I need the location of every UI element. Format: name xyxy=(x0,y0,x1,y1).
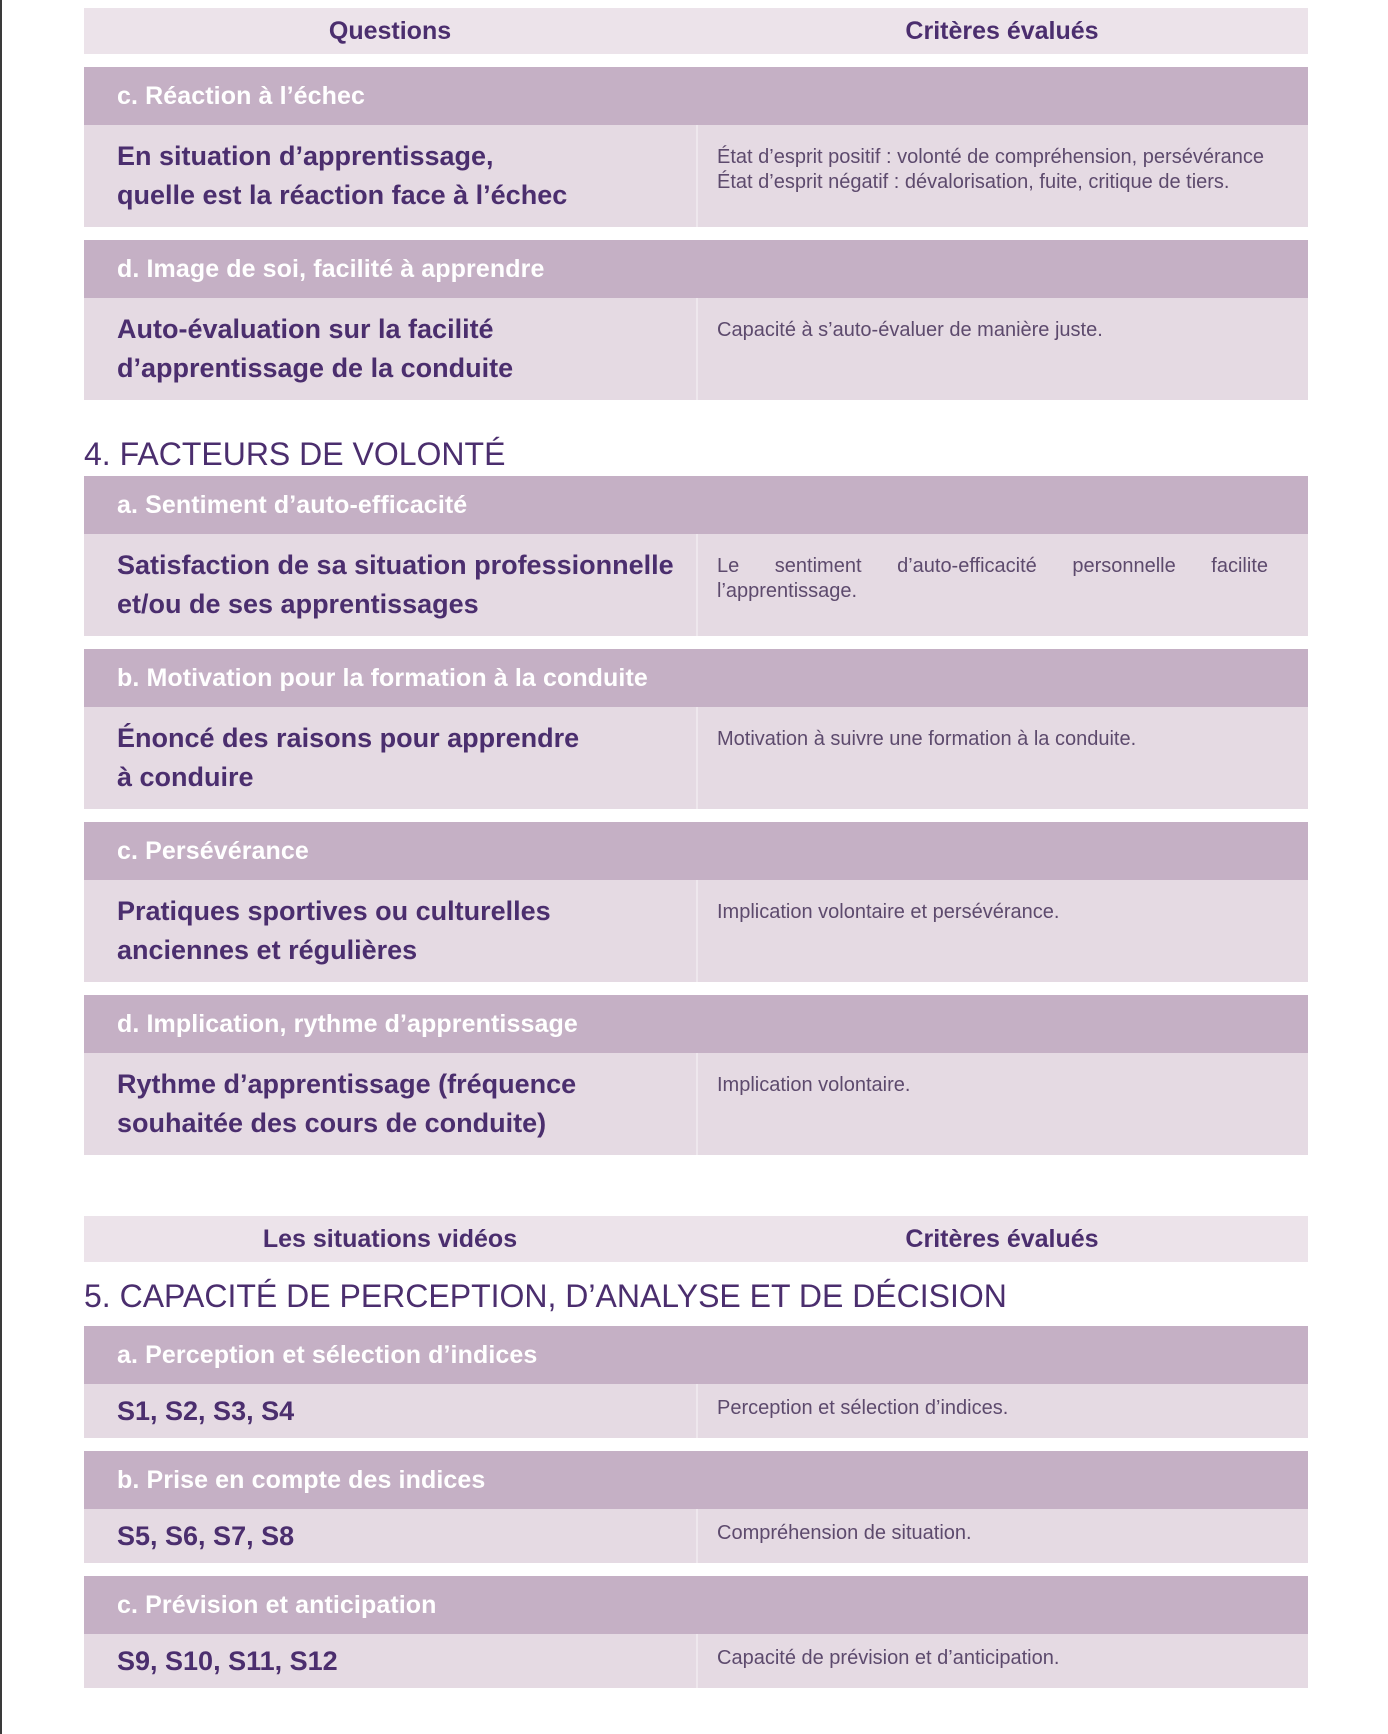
criteria-text: Implication volontaire. xyxy=(717,1074,911,1096)
subsection-heading: b. Prise en compte des indices xyxy=(84,1451,1308,1509)
table-row xyxy=(84,1384,1308,1438)
table-row xyxy=(84,125,1308,227)
subsection-heading: c. Persévérance xyxy=(84,822,1308,880)
question-cell xyxy=(84,1053,698,1155)
page-edge-rule xyxy=(0,0,2,1734)
criterion-block xyxy=(84,822,1308,982)
question-line: anciennes et régulières xyxy=(117,935,418,965)
criterion-block xyxy=(84,995,1308,1155)
table-row xyxy=(84,1634,1308,1688)
criteria-text: Motivation à suivre une formation à la conduite. xyxy=(717,728,1137,750)
question-line: Satisfaction de sa situation professionnelle xyxy=(117,550,674,580)
criterion-block xyxy=(84,476,1308,636)
subsection-heading: a. Perception et sélection d’indices xyxy=(84,1326,1308,1384)
criteria-text: Le sentiment d’auto-efficacité personnelle facilite l’apprentissage. xyxy=(717,555,1268,602)
criteria-text: État d’esprit positif : volonté de compréhension, persévérance xyxy=(717,146,1264,168)
subsection-heading: d. Implication, rythme d’apprentissage xyxy=(84,995,1308,1053)
question-cell: S5, S6, S7, S8 xyxy=(84,1509,698,1563)
criteria-cell xyxy=(698,1053,1308,1155)
header-questions: Questions xyxy=(328,16,452,45)
table-row xyxy=(84,298,1308,400)
question-cell: S1, S2, S3, S4 xyxy=(84,1384,698,1438)
table-row xyxy=(84,880,1308,982)
table-row xyxy=(84,534,1308,636)
criteria-cell xyxy=(698,298,1308,400)
question-cell xyxy=(84,298,698,400)
table-header xyxy=(84,1216,1308,1262)
criteria-cell xyxy=(698,707,1308,809)
criteria-text: Capacité de prévision et d’anticipation. xyxy=(717,1647,1060,1669)
criterion-block xyxy=(84,240,1308,400)
question-line: Rythme d’apprentissage (fréquence xyxy=(117,1069,577,1099)
criteria-text: Capacité à s’auto-évaluer de manière juste. xyxy=(717,319,1103,341)
header-situations: Les situations vidéos xyxy=(262,1224,518,1253)
question-line: Énoncé des raisons pour apprendre xyxy=(117,723,580,753)
section-title: 4. FACTEURS DE VOLONTÉ xyxy=(84,436,506,472)
criterion-block xyxy=(84,1576,1308,1688)
question-line: et/ou de ses apprentissages xyxy=(117,589,479,619)
question-cell: S9, S10, S11, S12 xyxy=(84,1634,698,1688)
criterion-block xyxy=(84,67,1308,227)
subsection-heading: a. Sentiment d’auto-efficacité xyxy=(84,476,1308,534)
table-row xyxy=(84,1053,1308,1155)
criteria-text: Perception et sélection d’indices. xyxy=(717,1397,1009,1419)
table-row xyxy=(84,707,1308,809)
question-line: souhaitée des cours de conduite) xyxy=(117,1108,547,1138)
section-title: 5. CAPACITÉ DE PERCEPTION, D’ANALYSE ET DE DÉCISION xyxy=(84,1278,1007,1314)
criteria-cell xyxy=(698,125,1308,227)
table-header xyxy=(84,8,1308,54)
question-line: quelle est la réaction face à l’échec xyxy=(117,180,568,210)
criteria-cell xyxy=(698,1509,1308,1563)
criteria-cell xyxy=(698,534,1308,636)
question-cell xyxy=(84,707,698,809)
document-page xyxy=(84,8,1308,1688)
subsection-heading: b. Motivation pour la formation à la conduite xyxy=(84,649,1308,707)
criteria-cell xyxy=(698,1634,1308,1688)
subsection-heading: c. Prévision et anticipation xyxy=(84,1576,1308,1634)
subsection-heading: c. Réaction à l’échec xyxy=(84,67,1308,125)
question-cell xyxy=(84,880,698,982)
question-line: Pratiques sportives ou culturelles xyxy=(117,896,551,926)
header-criteres: Critères évalués xyxy=(905,16,1099,45)
header-criteres: Critères évalués xyxy=(905,1224,1099,1253)
criterion-block xyxy=(84,649,1308,809)
question-line: En situation d’apprentissage, xyxy=(117,141,494,171)
table-row xyxy=(84,1509,1308,1563)
criteria-cell xyxy=(698,880,1308,982)
criteria-text: Compréhension de situation. xyxy=(717,1522,972,1544)
criteria-text: Implication volontaire et persévérance. xyxy=(717,901,1060,923)
question-line: d’apprentissage de la conduite xyxy=(117,353,514,383)
question-line: à conduire xyxy=(117,762,254,792)
criteria-text: État d’esprit négatif : dévalorisation, fuite, critique de tiers. xyxy=(717,171,1230,193)
question-cell xyxy=(84,534,698,636)
criteria-cell xyxy=(698,1384,1308,1438)
question-cell xyxy=(84,125,698,227)
criterion-block xyxy=(84,1326,1308,1438)
question-line: Auto-évaluation sur la facilité xyxy=(117,314,494,344)
criterion-block xyxy=(84,1451,1308,1563)
subsection-heading: d. Image de soi, facilité à apprendre xyxy=(84,240,1308,298)
